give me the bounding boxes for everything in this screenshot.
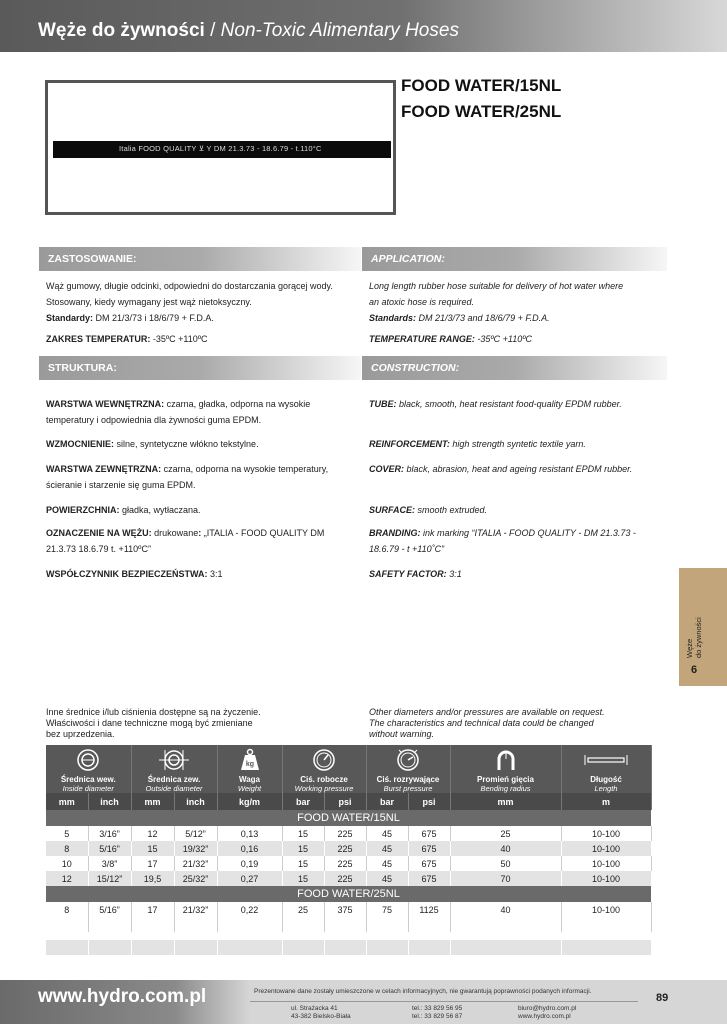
table-cell: 25 <box>450 826 561 841</box>
table-cell: 21/32” <box>174 902 217 917</box>
table-cell: 10-100 <box>561 871 651 886</box>
hose-image <box>53 141 391 158</box>
cover-value-pl: czarna, odporna na wysokie temperatury, <box>161 464 329 474</box>
footer-address-city: 43-382 Bielsko-Biała <box>291 1013 351 1020</box>
note2-pl: Właściwości i dane techniczne mogą być zmieniane <box>46 718 253 728</box>
reinforcement-label-en: REINFORCEMENT: <box>369 439 450 449</box>
table-cell: 15 <box>131 841 174 856</box>
unit-cell: m <box>561 793 651 810</box>
footer-divider <box>250 1001 638 1002</box>
table-cell: 3/8” <box>88 856 131 871</box>
table-cell: 19,5 <box>131 871 174 886</box>
tube-value-pl: czarna, gładka, odporna na wysokie <box>164 399 311 409</box>
table-cell: 0,16 <box>217 841 282 856</box>
availability-note-pl <box>46 707 261 740</box>
footer-address-street: ul. Strażacka 41 <box>291 1005 338 1012</box>
note3-en: without warning. <box>369 729 435 739</box>
table-cell: 45 <box>366 841 408 856</box>
application-text-pl <box>46 278 361 326</box>
surface-value-en: smooth extruded. <box>415 505 488 515</box>
branding-value-colon-pl: : <box>198 528 204 538</box>
header-working-pressure <box>282 775 366 793</box>
header-inside-diameter <box>46 775 131 793</box>
table-cell: 10-100 <box>561 902 651 917</box>
unit-cell: bar <box>366 793 408 810</box>
section-row-25nl <box>46 886 651 902</box>
table-cell: 8 <box>46 841 88 856</box>
safety-pl <box>46 566 223 582</box>
table-spacer <box>46 932 651 940</box>
table-cell: 225 <box>324 826 366 841</box>
table-cell: 5/16” <box>88 902 131 917</box>
table-cell: 19/32” <box>174 841 217 856</box>
tube-label-pl: WARSTWA WEWNĘTRZNA: <box>46 399 165 409</box>
page-header <box>0 0 727 52</box>
cover-value-en: black, abrasion, heat and ageing resistant EPDM rubber. <box>404 464 633 474</box>
table-cell: 12 <box>131 826 174 841</box>
branding-value2-en: 18.6.79 - t +110˚C” <box>369 544 445 554</box>
table-row-empty <box>46 917 651 932</box>
temp-value-en: -35ºC +110ºC <box>474 334 533 344</box>
table-cell: 225 <box>324 871 366 886</box>
chapter-tab-label2: do żywności <box>694 617 703 658</box>
application-heading-pl: ZASTOSOWANIE: <box>48 253 137 265</box>
table-cell: 675 <box>408 856 450 871</box>
table-cell: 0,13 <box>217 826 282 841</box>
outside-diameter-icon-cell <box>131 745 217 775</box>
application-heading-pl-bar <box>39 247 361 271</box>
unit-cell: psi <box>324 793 366 810</box>
header-outside-diameter-pl: Średnica zew. <box>147 775 201 784</box>
table-cell: 15 <box>282 856 324 871</box>
table-cell: 0,19 <box>217 856 282 871</box>
standards-value-pl: DM 21/3/73 i 18/6/79 + F.D.A. <box>93 313 214 323</box>
footer-email-link[interactable]: biuro@hydro.com.pl <box>518 1005 577 1012</box>
construction-heading-pl-bar <box>39 356 361 380</box>
footer-disclaimer: Prezentowane dane zostały umieszczone w celach informacyjnych, nie gwarantują poprawności podanych informacji. <box>254 988 592 995</box>
table-cell: 25 <box>282 902 324 917</box>
branding-label-pl: OZNACZENIE NA WĘŻU: <box>46 528 152 538</box>
header-length <box>561 775 651 793</box>
table-cell: 5 <box>46 826 88 841</box>
product-name-1: FOOD WATER/15NL <box>401 76 562 95</box>
tube-value-en: black, smooth, heat resistant food-quality EPDM rubber. <box>396 399 622 409</box>
footer-phones <box>412 1005 462 1021</box>
note2-en: The characteristics and technical data could be changed <box>369 718 594 728</box>
header-burst-pressure-en: Burst pressure <box>383 784 433 793</box>
table-cell: 45 <box>366 871 408 886</box>
safety-label-pl: WSPÓŁCZYNNIK BEZPIECZEŃSTWA: <box>46 569 208 579</box>
header-outside-diameter-en: Outside diameter <box>145 784 203 793</box>
table-cell: 21/32” <box>174 856 217 871</box>
unit-cell: bar <box>282 793 324 810</box>
header-bending-radius-pl: Promień gięcia <box>477 775 534 784</box>
application-line2-en: an atoxic hose is required. <box>369 297 475 307</box>
reinforcement-en <box>369 436 586 452</box>
outside-diameter-icon <box>157 748 191 772</box>
table-row <box>46 902 651 917</box>
table-row <box>46 826 651 841</box>
section-row-15nl <box>46 810 651 826</box>
table-cell: 10-100 <box>561 841 651 856</box>
standards-label-pl: Standardy: <box>46 313 94 323</box>
table-cell: 70 <box>450 871 561 886</box>
unit-cell: inch <box>88 793 131 810</box>
temp-range-en <box>369 331 532 347</box>
table-cell: 45 <box>366 856 408 871</box>
table-cell: 5/16” <box>88 841 131 856</box>
footer-phone-1: tel.: 33 829 56 95 <box>412 1005 463 1012</box>
length-icon <box>584 752 628 768</box>
reinforcement-label-pl: WZMOCNIENIE: <box>46 439 114 449</box>
table-cell: 675 <box>408 841 450 856</box>
application-heading-en: APPLICATION: <box>371 253 445 265</box>
tube-label-en: TUBE: <box>369 399 397 409</box>
hose-print-text: Italia FOOD QUALITY ⊻ Y DM 21.3.73 - 18.6.79 - t.110°C <box>119 144 322 153</box>
branding-value-text-pl: „ITALIA - FOOD QUALITY DM <box>203 528 325 538</box>
application-text-en <box>369 278 669 326</box>
reinforcement-pl <box>46 436 259 452</box>
branding-value-en: ink marking “ITALIA - FOOD QUALITY - DM 21.3.73 - <box>420 528 636 538</box>
safety-value-pl: 3:1 <box>207 569 223 579</box>
header-weight-en: Weight <box>237 784 262 793</box>
table-cell: 675 <box>408 826 450 841</box>
table-cell: 3/16” <box>88 826 131 841</box>
construction-heading-en-bar <box>362 356 667 380</box>
table-units-row <box>46 793 651 810</box>
table-row <box>46 856 651 871</box>
length-icon-cell <box>561 745 651 775</box>
cover-label-pl: WARSTWA ZEWNĘTRZNA: <box>46 464 162 474</box>
note1-en: Other diameters and/or pressures are available on request. <box>369 707 605 717</box>
inside-diameter-icon <box>76 748 100 772</box>
header-working-pressure-en: Working pressure <box>294 784 354 793</box>
chapter-side-tab <box>679 568 727 686</box>
unit-cell: mm <box>46 793 88 810</box>
specification-table <box>46 745 652 955</box>
surface-label-pl: POWIERZCHNIA: <box>46 505 120 515</box>
standards-value-en: DM 21/3/73 and 18/6/79 + F.D.A. <box>416 313 550 323</box>
branding-label-en: BRANDING: <box>369 528 421 538</box>
branding-en <box>369 525 636 557</box>
table-row-empty <box>46 940 651 955</box>
header-length-en: Length <box>594 784 618 793</box>
table-cell: 75 <box>366 902 408 917</box>
table-cell: 15 <box>282 826 324 841</box>
burst-gauge-icon <box>396 748 420 772</box>
header-burst-pressure-pl: Ciś. rozrywające <box>376 775 440 784</box>
temp-label-en: TEMPERATURE RANGE: <box>369 334 475 344</box>
footer-phone-2: tel.: 33 829 56 87 <box>412 1013 463 1020</box>
product-image-frame <box>45 80 396 215</box>
header-bending-radius <box>450 775 561 793</box>
cover-value2-pl: ścieranie i starzenie się guma EPDM. <box>46 480 196 490</box>
chapter-tab-label1: Węże <box>685 638 694 658</box>
table-row <box>46 841 651 856</box>
weight-icon-cell <box>217 745 282 775</box>
table-cell: 45 <box>366 826 408 841</box>
header-length-pl: Długość <box>590 775 622 784</box>
unit-cell: mm <box>450 793 561 810</box>
table-cell: 10 <box>46 856 88 871</box>
branding-value2-pl: 21.3.73 18.6.79 t. +110ºC” <box>46 544 151 554</box>
header-working-pressure-pl: Ciś. robocze <box>300 775 348 784</box>
table-cell: 15/12” <box>88 871 131 886</box>
application-line1-en: Long length rubber hose suitable for delivery of hot water where <box>369 281 624 291</box>
weight-icon-text: kg <box>245 761 254 768</box>
table-cell: 12 <box>46 871 88 886</box>
standards-pl <box>46 310 361 326</box>
tube-value2-pl: temperatury i odpowiednia dla żywności guma EPDM. <box>46 415 262 425</box>
note3-pl: bez uprzedzenia. <box>46 729 115 739</box>
header-inside-diameter-pl: Średnica wew. <box>60 775 116 784</box>
chapter-tab-label <box>685 617 703 658</box>
table-cell: 0,22 <box>217 902 282 917</box>
application-heading-en-bar <box>362 247 667 271</box>
footer-url-band <box>0 980 250 1024</box>
cover-en <box>369 461 632 477</box>
table-cell: 10-100 <box>561 856 651 871</box>
weight-icon <box>238 748 262 772</box>
table-row <box>46 871 651 886</box>
footer-web-link[interactable]: www.hydro.com.pl <box>518 1013 571 1020</box>
table-cell: 17 <box>131 902 174 917</box>
table-cell: 40 <box>450 902 561 917</box>
header-weight-pl: Waga <box>238 775 261 784</box>
unit-cell: psi <box>408 793 450 810</box>
bending-radius-icon-cell <box>450 745 561 775</box>
unit-cell: kg/m <box>217 793 282 810</box>
note1-pl: Inne średnice i/lub ciśnienia dostępne są na życzenie. <box>46 707 261 717</box>
title-polish: Węże do żywności <box>38 20 205 41</box>
page-footer <box>0 980 727 1024</box>
cover-pl <box>46 461 328 493</box>
burst-pressure-icon-cell <box>366 745 450 775</box>
availability-note-en <box>369 707 605 740</box>
table-icon-row <box>46 745 651 775</box>
surface-label-en: SURFACE: <box>369 505 416 515</box>
footer-website-link[interactable]: www.hydro.com.pl <box>38 986 207 1007</box>
table-cell: 1125 <box>408 902 450 917</box>
construction-heading-pl: STRUKTURA: <box>48 362 117 374</box>
table-cell: 25/32” <box>174 871 217 886</box>
page-title <box>38 20 459 42</box>
construction-heading-en: CONSTRUCTION: <box>371 362 460 374</box>
gauge-icon <box>312 748 336 772</box>
header-bending-radius-en: Bending radius <box>480 784 531 793</box>
reinforcement-value-en: high strength syntetic textile yarn. <box>449 439 586 449</box>
bend-icon <box>494 748 518 772</box>
product-name-2: FOOD WATER/25NL <box>401 102 562 121</box>
branding-value-pl: drukowane <box>151 528 199 538</box>
section-title-25nl: FOOD WATER/25NL <box>46 886 651 902</box>
safety-label-en: SAFETY FACTOR: <box>369 569 447 579</box>
table-cell: 10-100 <box>561 826 651 841</box>
standards-en <box>369 310 669 326</box>
tube-en <box>369 396 622 412</box>
tube-pl <box>46 396 310 428</box>
chapter-number: 6 <box>691 664 698 676</box>
temp-label-pl: ZAKRES TEMPERATUR: <box>46 334 151 344</box>
table-cell: 15 <box>282 871 324 886</box>
safety-en <box>369 566 462 582</box>
inside-diameter-icon-cell <box>46 745 131 775</box>
application-line2-pl: Stosowany, kiedy wymagany jest wąż nietoksyczny. <box>46 297 252 307</box>
table-cell: 225 <box>324 841 366 856</box>
application-line1-pl: Wąż gumowy, długie odcinki, odpowiedni do dostarczania gorącej wody. <box>46 281 333 291</box>
table-cell: 15 <box>282 841 324 856</box>
section-title-15nl: FOOD WATER/15NL <box>46 810 651 826</box>
surface-pl <box>46 502 201 518</box>
table-cell: 5/12” <box>174 826 217 841</box>
table-cell: 17 <box>131 856 174 871</box>
surface-value-pl: gładka, wytłaczana. <box>119 505 201 515</box>
header-weight <box>217 775 282 793</box>
table-cell: 0,27 <box>217 871 282 886</box>
header-inside-diameter-en: Inside diameter <box>62 784 114 793</box>
branding-pl <box>46 525 324 557</box>
footer-contacts <box>518 1005 576 1021</box>
table-cell: 225 <box>324 856 366 871</box>
page-number: 89 <box>656 992 669 1004</box>
title-separator: / <box>210 20 216 41</box>
safety-value-en: 3:1 <box>446 569 462 579</box>
standards-label-en: Standards: <box>369 313 417 323</box>
unit-cell: inch <box>174 793 217 810</box>
table-cell: 50 <box>450 856 561 871</box>
unit-cell: mm <box>131 793 174 810</box>
header-burst-pressure <box>366 775 450 793</box>
surface-en <box>369 502 487 518</box>
header-outside-diameter <box>131 775 217 793</box>
table-cell: 375 <box>324 902 366 917</box>
temp-value-pl: -35ºC +110ºC <box>150 334 208 344</box>
temp-range-pl <box>46 331 208 347</box>
working-pressure-icon-cell <box>282 745 366 775</box>
reinforcement-value-pl: silne, syntetyczne włókno tekstylne. <box>114 439 259 449</box>
title-english: Non-Toxic Alimentary Hoses <box>220 20 459 41</box>
cover-label-en: COVER: <box>369 464 405 474</box>
table-cell: 40 <box>450 841 561 856</box>
table-cell: 8 <box>46 902 88 917</box>
table-header-label-row <box>46 775 651 793</box>
table-cell: 675 <box>408 871 450 886</box>
footer-address <box>291 1005 351 1021</box>
